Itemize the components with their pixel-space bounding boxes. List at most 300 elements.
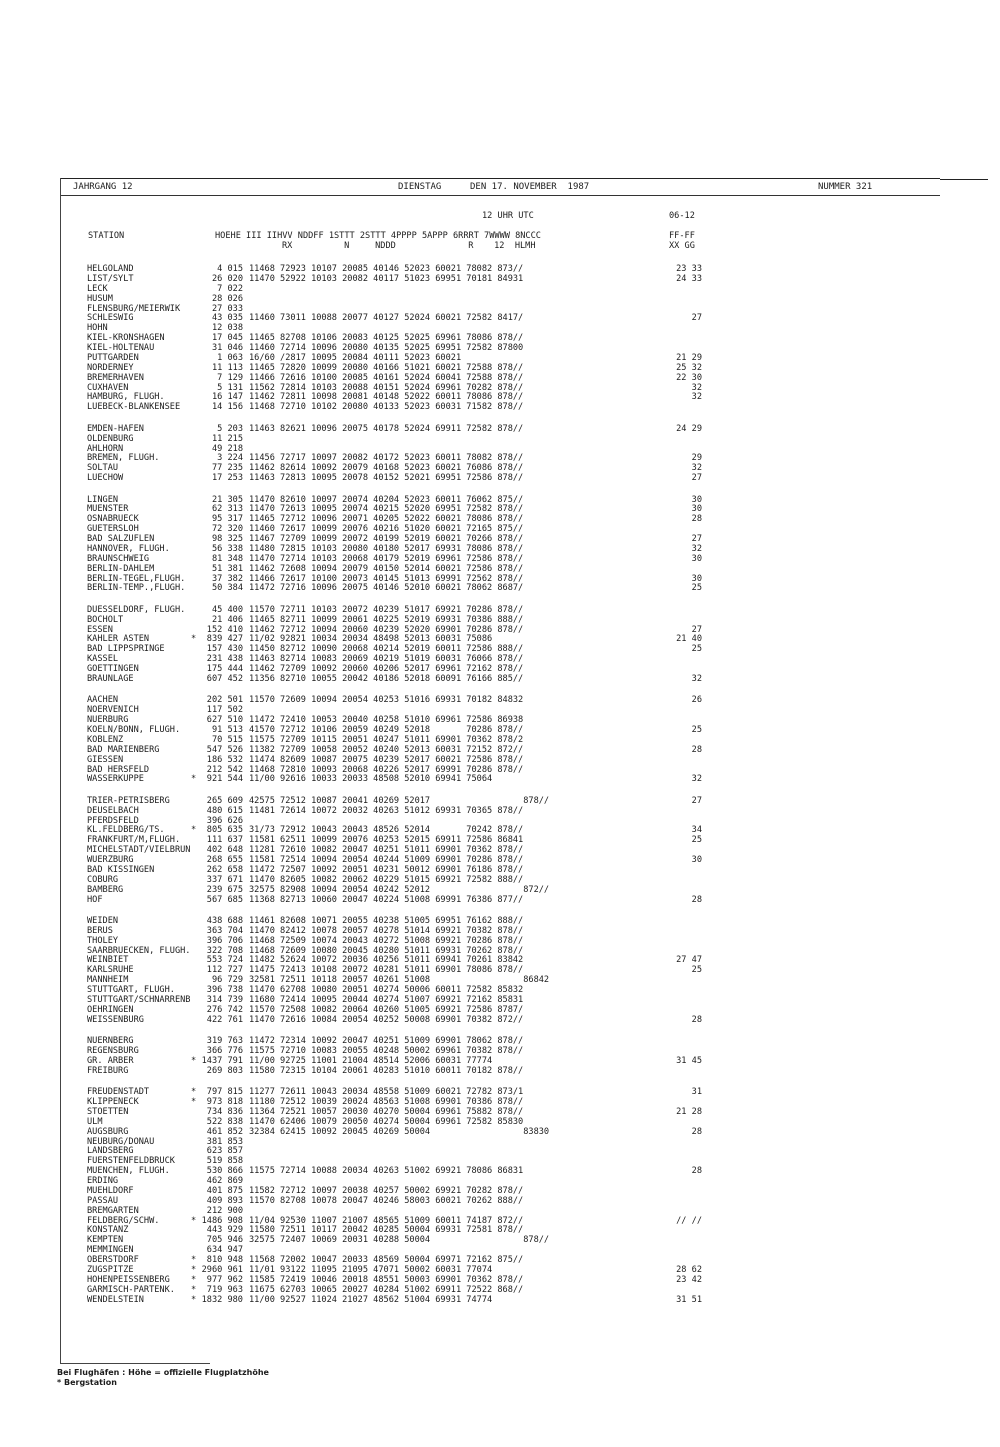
station-height-index: 239 675: [206, 884, 243, 895]
synop-groups: 11470 62708 10080 20051 40274 50006 60011 72582 85832: [249, 985, 524, 996]
station-name: TRIER-PETRISBERG: [87, 795, 170, 806]
synop-groups: 11180 72512 10039 20024 48563 51008 69901 70386 878//: [249, 1097, 524, 1107]
station-height-index: 1437 791: [201, 1055, 243, 1066]
station-height-index: 627 510: [206, 715, 243, 726]
station-height-index: 401 875: [206, 1185, 243, 1196]
station-row: [0, 1036, 1000, 1046]
station-name: PASSAU: [87, 1195, 119, 1206]
ff-heading-2: XX GG: [669, 241, 695, 251]
station-row: [0, 1146, 1000, 1156]
station-name: STOETTEN: [87, 1106, 129, 1117]
station-row: [0, 725, 1000, 735]
station-height-index: 839 427: [206, 634, 243, 645]
synop-groups: 11575 72710 10083 20055 40248 50002 69961 70382 878//: [249, 1046, 524, 1056]
mountain-marker: *: [191, 774, 197, 785]
station-name: GUETERSLOH: [87, 524, 139, 535]
wind-gust-values: 27: [691, 534, 702, 544]
station-row: [0, 363, 1000, 373]
station-row: [0, 755, 1000, 765]
station-height-index: 14 156: [211, 402, 243, 413]
station-row: [0, 735, 1000, 745]
station-name: KASSEL: [87, 654, 119, 665]
station-height-index: 522 838: [206, 1116, 243, 1127]
station-height-index: 3 224: [217, 453, 243, 464]
code-heading-2: RX N NDDD R 12 HLMH: [282, 241, 536, 251]
station-height-index: 231 438: [206, 654, 243, 665]
synop-groups: 11364 72521 10057 20030 40270 50004 69961 75882 878//: [249, 1106, 524, 1117]
station-row: [0, 895, 1000, 905]
synop-groups: 11/00 92725 11001 21004 48514 52006 60031 77774: [249, 1055, 493, 1066]
wind-gust-values: 21 28: [676, 1106, 702, 1117]
station-row: [0, 615, 1000, 625]
mountain-marker: *: [191, 1265, 197, 1275]
synop-groups: 41570 72712 10106 20059 40249 52018 70286 878//: [249, 725, 524, 735]
station-name: MUENCHEN, FLUGH.: [87, 1166, 170, 1177]
station-name: STUTTGART, FLUGH.: [87, 985, 175, 996]
station-height-index: 186 532: [206, 754, 243, 765]
station-name: HUSUM: [87, 293, 113, 304]
synop-groups: 11585 72419 10046 20018 48551 50003 69901 70362 878//: [249, 1274, 524, 1285]
mountain-marker: *: [191, 825, 197, 836]
station-name: SCHLESWIG: [87, 313, 134, 324]
station-row: [0, 574, 1000, 584]
header-rule-right: [940, 179, 988, 180]
station-row: [0, 946, 1000, 956]
synop-groups: 11470 62406 10079 20050 40274 50004 69961 72582 85830: [249, 1116, 524, 1127]
station-name: DEUSELBACH: [87, 805, 139, 816]
station-row: [0, 564, 1000, 574]
station-height-index: 322 708: [206, 945, 243, 956]
wind-gust-values: 28: [691, 514, 702, 525]
station-row: [0, 745, 1000, 755]
wind-gust-values: 23 42: [676, 1274, 702, 1285]
wind-gust-values: 27: [691, 795, 702, 806]
station-name: THOLEY: [87, 935, 119, 946]
station-name: BAD SALZUFLEN: [87, 534, 155, 544]
station-name: HELGOLAND: [87, 264, 134, 274]
synop-groups: 31/73 72912 10043 20043 48526 52014 70242 878//: [249, 825, 524, 836]
station-height-index: 607 452: [206, 673, 243, 684]
station-row: [0, 333, 1000, 343]
station-name: WEINBIET: [87, 955, 129, 966]
station-row: [0, 916, 1000, 926]
synop-groups: 11580 72315 10104 20061 40283 51010 60011 70182 878//: [249, 1065, 524, 1076]
weekday-label: DIENSTAG: [398, 182, 442, 192]
station-name: KIEL-KRONSHAGEN: [87, 333, 165, 344]
synop-groups: 32575 72407 10069 20031 40288 50004 878//: [249, 1235, 550, 1246]
wind-gust-values: 32: [691, 673, 702, 684]
synop-groups: 11/01 93122 11095 21095 47071 50002 60031 77074: [249, 1265, 493, 1275]
station-height-index: 381 853: [206, 1136, 243, 1147]
station-name: BRAUNSCHWEIG: [87, 553, 150, 564]
station-name: MICHELSTADT/VIELBRUN: [87, 845, 191, 856]
wind-gust-values: 27 47: [676, 955, 702, 966]
synop-groups: 11570 72508 10082 20064 40260 51005 69921 72586 8787/: [249, 1004, 524, 1015]
station-height-index: 319 763: [206, 1036, 243, 1047]
station-height-index: 443 929: [206, 1225, 243, 1236]
synop-groups: 11/00 92616 10033 20033 48508 52010 69941 75064: [249, 774, 493, 785]
wind-gust-values: 30: [691, 504, 702, 515]
station-row: [0, 1015, 1000, 1025]
station-height-index: 314 739: [206, 995, 243, 1005]
station-row: [0, 1156, 1000, 1166]
wind-gust-values: 30: [691, 855, 702, 865]
station-name: WASSERKUPPE: [87, 774, 144, 785]
station-name: MUENSTER: [87, 504, 129, 515]
station-height-index: 977 962: [206, 1274, 243, 1285]
station-height-index: 797 815: [206, 1087, 243, 1098]
station-row: [0, 774, 1000, 784]
station-heading: STATION: [88, 231, 125, 241]
station-height-index: 21 305: [211, 494, 243, 505]
wind-gust-values: 30: [691, 573, 702, 584]
station-height-index: 81 348: [211, 553, 243, 564]
station-height-index: 12 038: [211, 323, 243, 334]
station-row: [0, 304, 1000, 314]
mountain-marker: *: [191, 634, 197, 645]
station-name: OBERSTDORF: [87, 1255, 139, 1266]
station-name: SAARBRUECKEN, FLUGH.: [87, 945, 191, 956]
station-height-index: 276 742: [206, 1004, 243, 1015]
station-row: [0, 644, 1000, 654]
station-name: OEHRINGEN: [87, 1004, 134, 1015]
station-height-index: 461 852: [206, 1126, 243, 1137]
station-row: [0, 1005, 1000, 1015]
synop-groups: 32575 82908 10094 20054 40242 52012 872//: [249, 884, 550, 895]
station-name: GR. ARBER: [87, 1055, 134, 1066]
station-row: [0, 816, 1000, 826]
station-name: BREMEN, FLUGH.: [87, 453, 160, 464]
station-row: [0, 1255, 1000, 1265]
station-name: FUERSTENFELDBRUCK: [87, 1156, 175, 1167]
station-height-index: 269 803: [206, 1065, 243, 1076]
mountain-marker: *: [191, 1097, 197, 1107]
station-name: DUESSELDORF, FLUGH.: [87, 604, 186, 615]
synop-groups: 11474 82609 10087 20075 40239 52017 60021 72586 878//: [249, 754, 524, 765]
wind-gust-values: 28 62: [676, 1265, 702, 1275]
synop-groups: 11481 72614 10072 20032 40263 51012 69931 70365 878//: [249, 805, 524, 816]
synop-groups: 11463 82714 10083 20069 40219 51019 60031 76066 878//: [249, 654, 524, 665]
station-row: [0, 975, 1000, 985]
station-name: REGENSBURG: [87, 1046, 139, 1056]
station-height-index: 2960 961: [201, 1265, 243, 1275]
station-name: HOF: [87, 894, 103, 905]
wind-gust-values: 25: [691, 644, 702, 655]
station-row: [0, 1295, 1000, 1305]
wind-gust-values: 27: [691, 624, 702, 635]
synop-groups: 11480 72815 10103 20080 40180 52017 69931 78086 878//: [249, 543, 524, 554]
station-row: [0, 1087, 1000, 1097]
wind-gust-values: 29: [691, 453, 702, 464]
station-name: OSNABRUECK: [87, 514, 139, 525]
station-name: BRAUNLAGE: [87, 673, 134, 684]
station-height-index: 49 218: [211, 443, 243, 454]
station-height-index: 77 235: [211, 463, 243, 474]
station-height-index: 95 317: [211, 514, 243, 525]
station-name: AUGSBURG: [87, 1126, 129, 1137]
code-heading-1: HOEHE III IIHVV NDDFF 1STTT 2STTT 4PPPP 5APPP 6RRRT 7WWWW 8NCCC: [215, 231, 541, 241]
synop-groups: 11461 82608 10071 20055 40238 51005 69951 76162 888//: [249, 915, 524, 926]
synop-groups: 11470 72714 10103 20068 40179 52019 69961 72586 878//: [249, 553, 524, 564]
station-height-index: 634 947: [206, 1245, 243, 1256]
station-name: CUXHAVEN: [87, 382, 129, 393]
station-row: [0, 865, 1000, 875]
wind-gust-values: // //: [676, 1215, 702, 1226]
station-name: LUEBECK-BLANKENSEE: [87, 402, 181, 413]
station-row: [0, 1056, 1000, 1066]
station-row: [0, 1046, 1000, 1056]
synop-groups: 11570 72609 10094 20054 40253 51016 69931 70182 84832: [249, 695, 524, 706]
station-name: FREIBURG: [87, 1065, 129, 1076]
wind-gust-values: 25 32: [676, 362, 702, 373]
station-row: [0, 353, 1000, 363]
station-name: BERLIN-TEMP.,FLUGH.: [87, 583, 186, 594]
interval-heading: 06-12: [669, 211, 695, 221]
synop-groups: 11467 72709 10099 20072 40199 52019 60021 70266 878//: [249, 534, 524, 544]
station-height-index: 7 022: [217, 283, 243, 294]
station-name: BAD HERSFELD: [87, 764, 150, 775]
station-name: KEMPTEN: [87, 1235, 124, 1246]
wind-gust-values: 27: [691, 313, 702, 324]
synop-groups: 11460 72714 10096 20080 40135 52025 69951 72582 87800: [249, 343, 524, 353]
synop-groups: 11581 62511 10099 20076 40253 52015 69911 72586 86841: [249, 835, 524, 846]
station-name: KARLSRUHE: [87, 965, 134, 976]
station-height-index: 98 325: [211, 534, 243, 544]
station-row: [0, 1216, 1000, 1226]
station-height-index: 396 738: [206, 985, 243, 996]
station-name: KL.FELDBERG/TS.: [87, 825, 165, 836]
station-height-index: 5 203: [217, 423, 243, 434]
station-height-index: 553 724: [206, 955, 243, 966]
mountain-marker: *: [191, 1087, 197, 1098]
station-height-index: 72 320: [211, 524, 243, 535]
synop-groups: 11470 82610 10097 20074 40204 52023 60011 76062 875//: [249, 494, 524, 505]
station-name: PFERDSFELD: [87, 815, 139, 826]
mountain-marker: *: [191, 1274, 197, 1285]
station-name: SOLTAU: [87, 463, 119, 474]
synop-groups: 11468 72609 10080 20045 40280 51011 69931 70262 878//: [249, 945, 524, 956]
footnote-airports: Bei Flughäfen : Höhe = offizielle Flugplatzhöhe: [57, 1368, 269, 1377]
mountain-marker: *: [191, 1284, 197, 1295]
station-row: [0, 995, 1000, 1005]
station-name: GOETTINGEN: [87, 664, 139, 675]
station-row: [0, 654, 1000, 664]
synop-groups: 11456 72717 10097 20082 40172 52023 60011 78082 878//: [249, 453, 524, 464]
station-name: MANNHEIM: [87, 975, 129, 986]
synop-groups: 11575 72714 10088 20034 40263 51002 69921 78086 86831: [249, 1166, 524, 1177]
station-row: [0, 875, 1000, 885]
wind-gust-values: 34: [691, 825, 702, 836]
station-row: [0, 463, 1000, 473]
mountain-marker: *: [191, 1215, 197, 1226]
station-row: [0, 985, 1000, 995]
wind-gust-values: 30: [691, 553, 702, 564]
station-row: [0, 674, 1000, 684]
date-label: DEN 17. NOVEMBER 1987: [470, 182, 590, 192]
station-name: EMDEN-HAFEN: [87, 423, 144, 434]
station-name: ESSEN: [87, 624, 113, 635]
station-height-index: 5 131: [217, 382, 243, 393]
wind-gust-values: 31 45: [676, 1055, 702, 1066]
synop-groups: 11570 72711 10103 20072 40239 51017 69921 70286 878//: [249, 604, 524, 615]
station-row: [0, 1285, 1000, 1295]
station-name: HOHENPEISSENBERG: [87, 1274, 170, 1285]
wind-gust-values: 25: [691, 835, 702, 846]
station-name: FRANKFURT/M,FLUGH.: [87, 835, 181, 846]
station-name: ZUGSPITZE: [87, 1265, 134, 1275]
station-row: [0, 1275, 1000, 1285]
synop-groups: 11368 82713 10060 20047 40224 51008 69991 76386 877//: [249, 894, 524, 905]
station-name: HANNOVER, FLUGH.: [87, 543, 170, 554]
station-height-index: 28 026: [211, 293, 243, 304]
wind-gust-values: 23 33: [676, 264, 702, 274]
wind-gust-values: 28: [691, 1014, 702, 1025]
station-row: [0, 926, 1000, 936]
station-row: [0, 424, 1000, 434]
station-row: [0, 473, 1000, 483]
station-height-index: 4 015: [217, 264, 243, 274]
station-name: KOBLENZ: [87, 734, 124, 745]
synop-groups: 11465 82708 10106 20083 40125 52025 69961 78086 878//: [249, 333, 524, 344]
synop-groups: 11680 72414 10095 20044 40274 51007 69921 72162 85831: [249, 995, 524, 1005]
station-height-index: 96 729: [211, 975, 243, 986]
station-height-index: 50 384: [211, 583, 243, 594]
station-height-index: 363 704: [206, 925, 243, 936]
station-name: WEIDEN: [87, 915, 119, 926]
station-height-index: 438 688: [206, 915, 243, 926]
synop-groups: 11475 72413 10108 20072 40281 51011 69901 78086 878//: [249, 965, 524, 976]
wind-gust-values: 32: [691, 463, 702, 474]
station-row: [0, 434, 1000, 444]
station-name: KLIPPENECK: [87, 1097, 139, 1107]
station-height-index: 27 033: [211, 303, 243, 314]
synop-groups: 11581 72514 10094 20054 40244 51009 69901 70286 878//: [249, 855, 524, 865]
station-row: [0, 323, 1000, 333]
station-name: MUEHLDORF: [87, 1185, 134, 1196]
station-name: BAD MARIENBERG: [87, 744, 160, 755]
station-name: BAMBERG: [87, 884, 124, 895]
station-row: [0, 1066, 1000, 1076]
synop-groups: 11466 72616 10100 20085 40161 52024 60041 72588 878//: [249, 372, 524, 383]
synop-groups: 11/02 92821 10034 20034 48498 52013 60031 75086: [249, 634, 493, 645]
station-row: [0, 825, 1000, 835]
station-height-index: 396 706: [206, 935, 243, 946]
footnote-mountain: * Bergstation: [57, 1378, 117, 1387]
synop-groups: 42575 72512 10087 20041 40269 52017 878//: [249, 795, 550, 806]
station-row: [0, 402, 1000, 412]
station-name: MEMMINGEN: [87, 1245, 134, 1256]
synop-groups: 32581 72511 10118 20057 40261 51008 86842: [249, 975, 550, 986]
wind-gust-values: 32: [691, 382, 702, 393]
station-row: [0, 444, 1000, 454]
station-height-index: 17 045: [211, 333, 243, 344]
wind-gust-values: 31 51: [676, 1294, 702, 1305]
synop-groups: 11575 72709 10115 20051 40247 51011 69901 70362 878/2: [249, 734, 524, 745]
station-height-index: 212 542: [206, 764, 243, 775]
wind-gust-values: 28: [691, 1166, 702, 1177]
station-height-index: 11 215: [211, 433, 243, 444]
station-height-index: 530 866: [206, 1166, 243, 1177]
synop-groups: 11277 72611 10043 20034 48558 51009 60021 72782 873/1: [249, 1087, 524, 1098]
station-name: HAMBURG, FLUGH.: [87, 392, 165, 403]
station-height-index: 70 515: [211, 734, 243, 745]
station-height-index: 212 900: [206, 1205, 243, 1216]
station-name: NUERBURG: [87, 715, 129, 726]
ff-heading-1: FF-FF: [669, 231, 695, 241]
station-name: BERLIN-DAHLEM: [87, 563, 155, 574]
wind-gust-values: 32: [691, 543, 702, 554]
station-height-index: 719 963: [206, 1284, 243, 1295]
synop-groups: 16/60 /2817 10095 20084 40111 52023 60021: [249, 352, 462, 363]
station-row: [0, 796, 1000, 806]
station-name: NUERNBERG: [87, 1036, 134, 1047]
station-height-index: 16 147: [211, 392, 243, 403]
station-height-index: 175 444: [206, 664, 243, 675]
station-height-index: 51 381: [211, 563, 243, 574]
synop-groups: 11470 52922 10103 20082 40117 51023 69951 70181 84931: [249, 273, 524, 284]
station-name: PUTTGARDEN: [87, 352, 139, 363]
synop-groups: 11472 72507 10092 20051 40231 50012 69901 76186 878//: [249, 864, 524, 875]
synop-groups: 11472 72716 10096 20075 40146 52010 60021 78062 8687/: [249, 583, 524, 594]
synop-groups: 11470 72613 10095 20074 40215 52020 69951 72582 878//: [249, 504, 524, 515]
station-height-index: 1832 980: [201, 1294, 243, 1305]
station-row: [0, 1176, 1000, 1186]
station-name: BERUS: [87, 925, 113, 936]
station-row: [0, 715, 1000, 725]
station-row: [0, 855, 1000, 865]
station-height-index: 409 893: [206, 1195, 243, 1206]
station-name: ERDING: [87, 1176, 119, 1186]
station-row: [0, 1196, 1000, 1206]
station-row: [0, 274, 1000, 284]
station-row: [0, 634, 1000, 644]
station-name: AACHEN: [87, 695, 119, 706]
station-name: BAD KISSINGEN: [87, 864, 155, 875]
station-height-index: 268 655: [206, 855, 243, 865]
station-height-index: 37 382: [211, 573, 243, 584]
station-height-index: 62 313: [211, 504, 243, 515]
synop-groups: 11382 72709 10058 20052 40240 52013 60031 72152 872//: [249, 744, 524, 755]
wind-gust-values: 21 40: [676, 634, 702, 645]
station-name: WENDELSTEIN: [87, 1294, 144, 1305]
wind-gust-values: 30: [691, 494, 702, 505]
synop-groups: 11356 82710 10055 20042 40186 52018 60091 76166 885//: [249, 673, 524, 684]
wind-gust-values: 25: [691, 725, 702, 735]
station-name: AHLHORN: [87, 443, 124, 454]
synop-groups: 11568 72002 10047 20033 48569 50004 69971 72162 875//: [249, 1255, 524, 1266]
station-row: [0, 1186, 1000, 1196]
synop-groups: 11450 82712 10090 20068 40214 52019 60011 72586 888//: [249, 644, 524, 655]
station-row: [0, 534, 1000, 544]
station-name: LINGEN: [87, 494, 119, 505]
station-row: [0, 1127, 1000, 1137]
synop-groups: 11281 72610 10082 20047 40251 51011 69901 70362 878//: [249, 845, 524, 856]
wind-gust-values: 28: [691, 894, 702, 905]
station-name: WUERZBURG: [87, 855, 134, 865]
station-name: LIST/SYLT: [87, 273, 134, 284]
station-name: BOCHOLT: [87, 614, 124, 625]
wind-gust-values: 24 33: [676, 273, 702, 284]
wind-gust-values: 32: [691, 392, 702, 403]
station-height-index: 366 776: [206, 1046, 243, 1056]
station-height-index: 519 858: [206, 1156, 243, 1167]
station-row: [0, 765, 1000, 775]
station-name: FLENSBURG/MEIERWIK: [87, 303, 181, 314]
station-height-index: 547 526: [206, 744, 243, 755]
station-row: [0, 1225, 1000, 1235]
station-row: [0, 504, 1000, 514]
station-height-index: 337 671: [206, 874, 243, 885]
